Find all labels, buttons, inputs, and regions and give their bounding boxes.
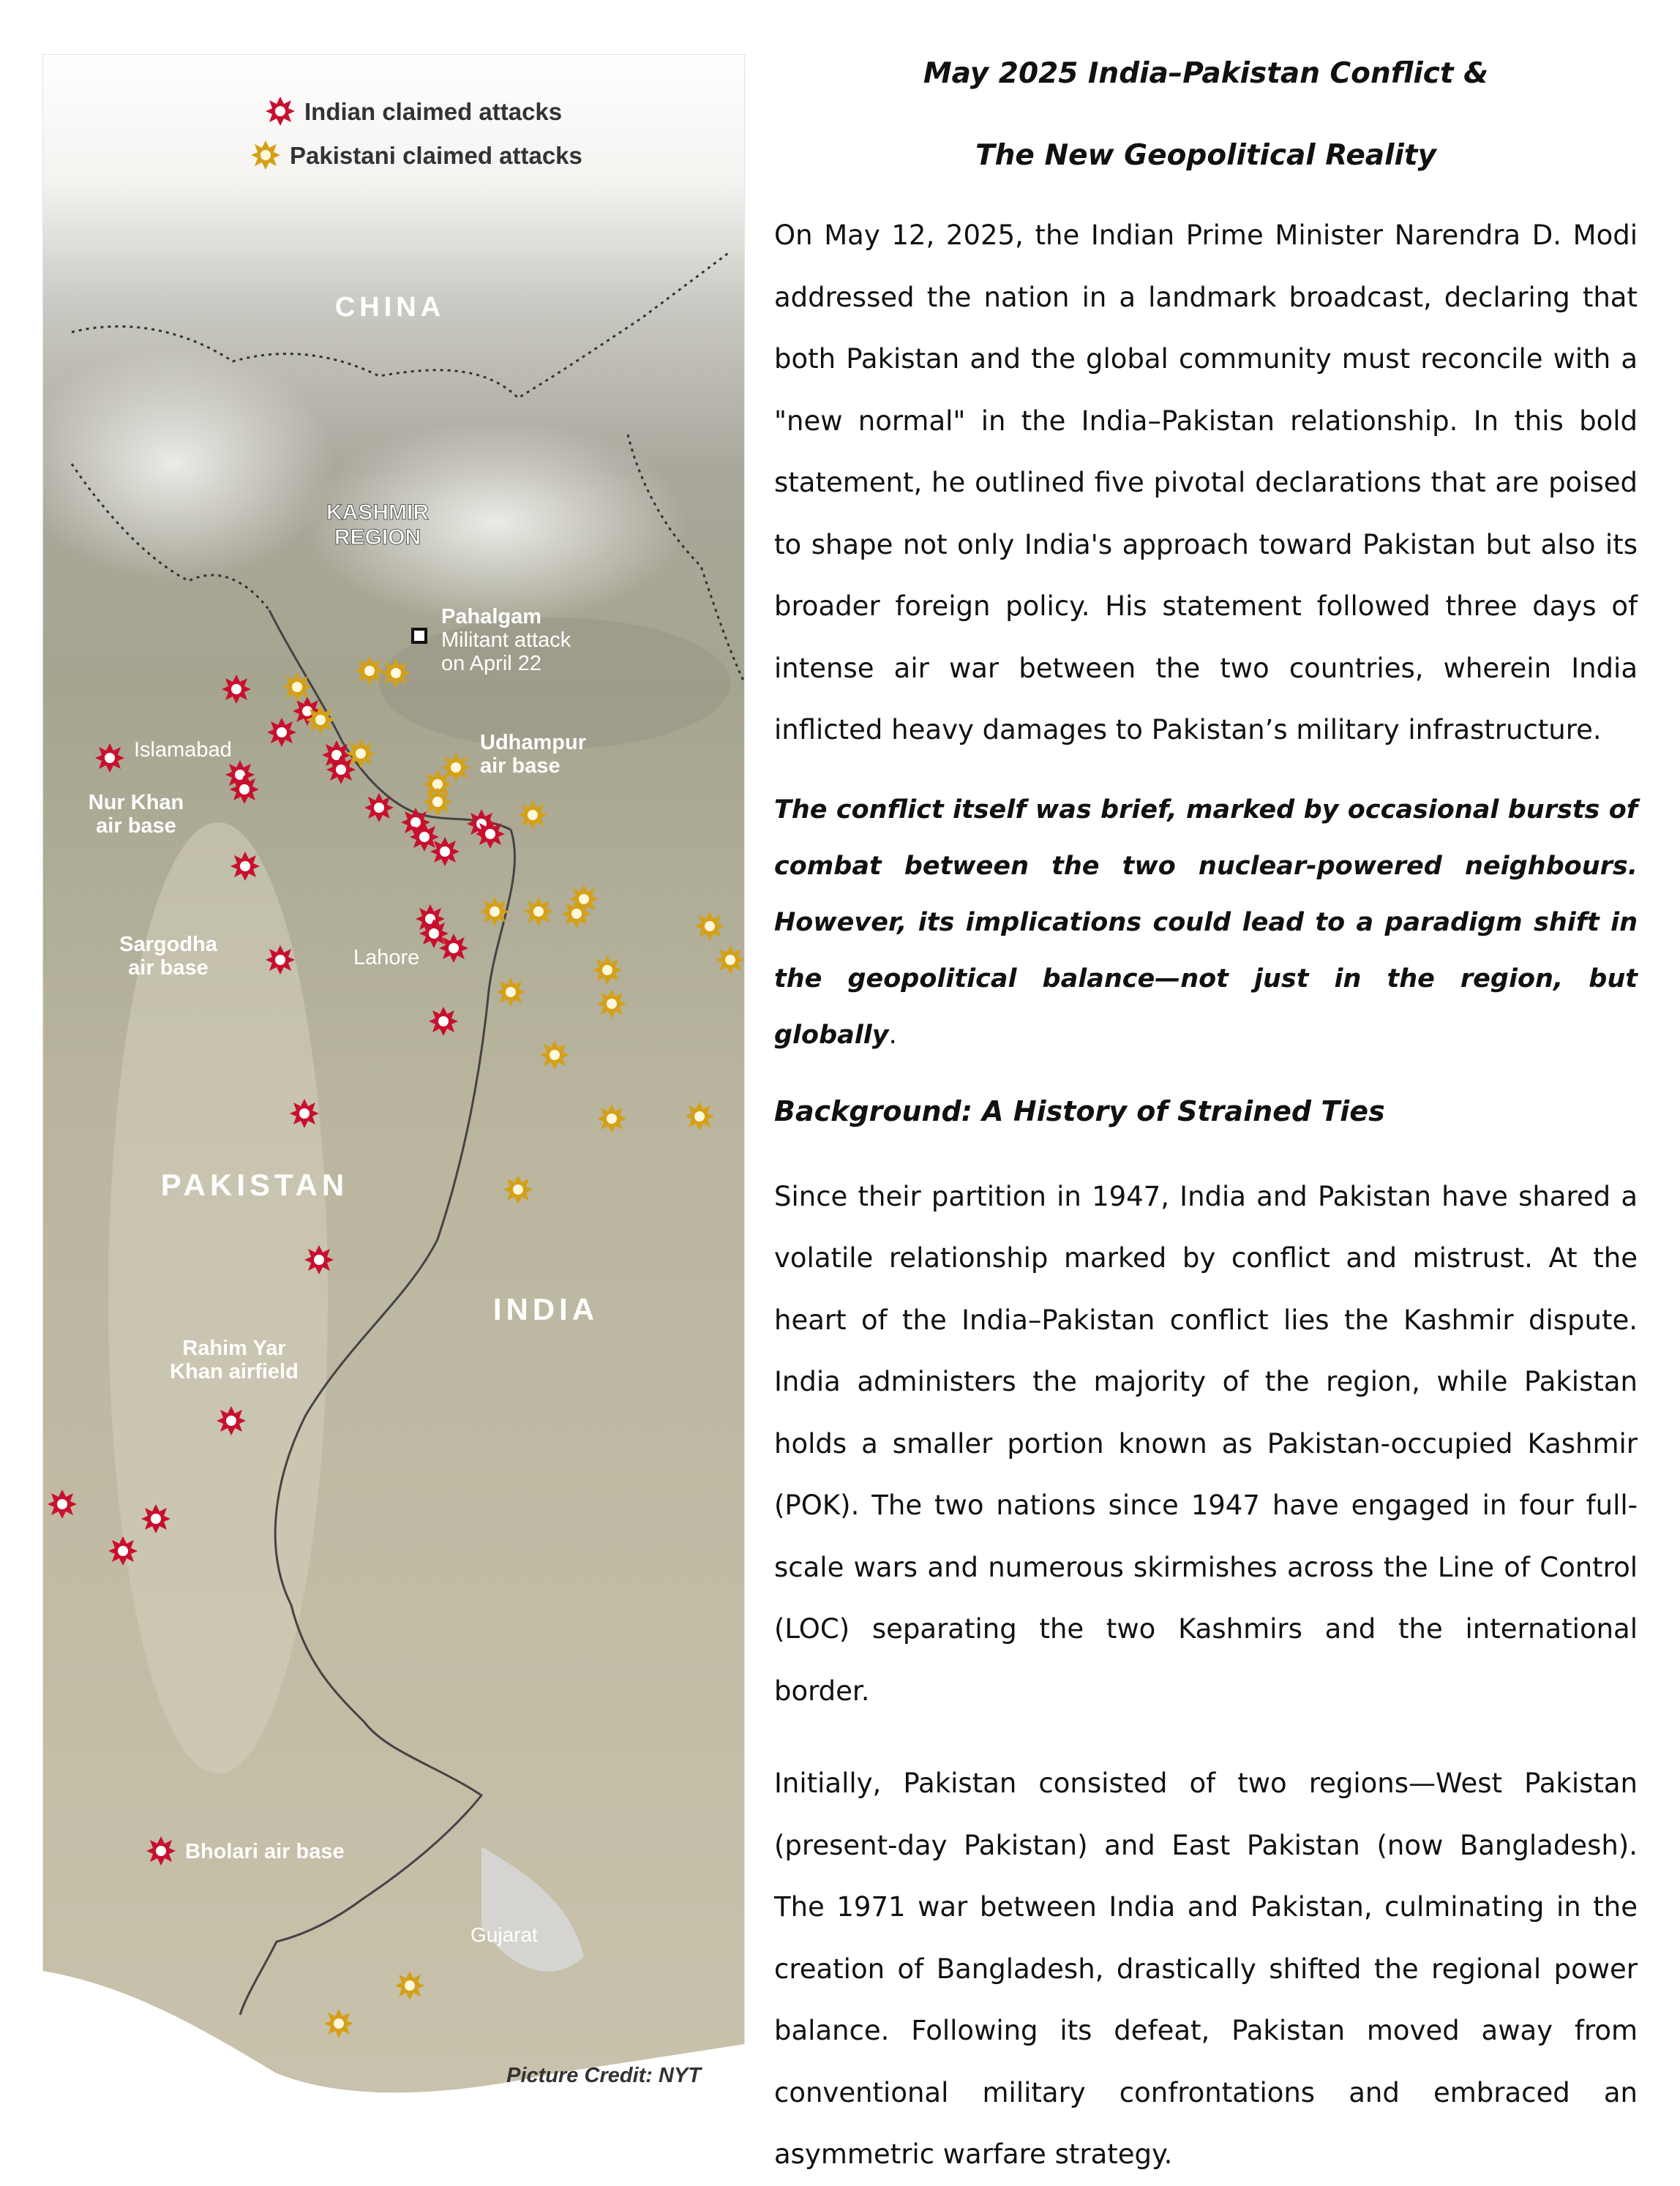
indian-attack-marker	[439, 934, 468, 963]
indian-attack-marker	[95, 743, 124, 773]
pakistani-attack-marker	[480, 897, 509, 926]
pakistani-attack-marker	[540, 1040, 569, 1070]
indian-attack-marker	[222, 675, 251, 704]
pakistani-attack-marker	[324, 2009, 353, 2038]
emphasis-period: .	[888, 1020, 897, 1050]
legend-pakistani-marker	[251, 140, 280, 170]
indian-attack-marker	[430, 837, 460, 866]
pakistani-attack-marker	[716, 945, 745, 974]
emphasis-text: The conflict itself was brief, marked by occasional bursts of combat between the two nuclear-powered neighbours. However, its implications could lead to a paradigm shift in the geopolitical balance—not just in the region, but globally	[774, 795, 1638, 1050]
legend-pakistani-label: Pakistani claimed attacks	[290, 142, 582, 169]
indian-attack-marker	[326, 755, 356, 784]
label-kashmir-line1: KASHMIR	[326, 500, 429, 525]
intro-paragraph: On May 12, 2025, the Indian Prime Minister Narendra D. Modi addressed the nation in a landmark broadcast, declaring that both Pakistan and the global community must reconcile with a "new normal" in the India–Pakistan relationship. In this bold statement, he outlined five pivotal declarations that are poised to shape not only India's approach toward Pakistan but also its broader foreign policy. His statement followed three days of intense air war between the two countries, wherein India inflicted heavy damages to Pakistan’s military infrastructure.	[774, 219, 1638, 745]
picture-credit: Picture Credit: NYT	[506, 2064, 701, 2087]
indian-attack-marker	[410, 822, 439, 852]
label-lahore: Lahore	[353, 946, 420, 969]
pakistani-attack-marker	[346, 739, 375, 768]
indian-attack-marker	[290, 1099, 319, 1128]
pakistani-attack-marker	[496, 977, 525, 1007]
background-paragraph-1: Since their partition in 1947, India and Pakistan have shared a volatile relationship marked by conflict and mistrust. At the heart of the India–Pakistan conflict lies the Kashmir dispute. India administers the majority of the region, while Pakistan holds a smaller portion known as Pakistan-occupied Kashmir (POK). The two nations since 1947 have engaged in four full-scale wars and numerous skirmishes across the Line of Control (LOC) separating the two Kashmirs and the international border.	[774, 1180, 1638, 1707]
pakistani-attack-marker	[518, 800, 547, 830]
label-sargodha-line1: Sargodha	[119, 933, 217, 956]
label-militant-line2: on April 22	[441, 652, 542, 675]
pakistani-attack-marker	[597, 989, 626, 1018]
indian-attack-marker	[476, 819, 505, 849]
label-india: INDIA	[492, 1292, 599, 1326]
pakistani-attack-marker	[685, 1102, 714, 1131]
indian-attack-marker	[108, 1536, 138, 1566]
indian-attack-marker	[419, 919, 449, 948]
label-sargodha-line2: air base	[128, 956, 209, 980]
indian-attack-marker	[217, 1406, 246, 1435]
article	[774, 51, 1638, 2186]
pakistani-attack-marker	[355, 656, 384, 686]
label-pahalgam: Pahalgam	[441, 605, 541, 628]
article-title-line1: May 2025 India–Pakistan Conflict &	[923, 57, 1489, 90]
indian-attack-marker	[266, 945, 295, 974]
indian-attack-marker	[230, 852, 260, 881]
pakistani-attack-marker	[423, 787, 452, 816]
attack-map	[42, 54, 745, 2155]
pakistani-attack-marker	[524, 897, 553, 926]
indian-attack-marker	[429, 1007, 458, 1036]
indian-attack-marker	[230, 775, 259, 804]
pakistani-attack-marker	[503, 1175, 533, 1204]
pakistani-attack-marker	[593, 955, 622, 985]
indian-attack-marker	[364, 793, 394, 822]
legend-indian-label: Indian claimed attacks	[304, 98, 563, 125]
indian-attack-marker	[141, 1504, 170, 1533]
label-pakistan: PAKISTAN	[160, 1168, 349, 1202]
background-subheading: Background: A History of Strained Ties	[774, 1094, 1385, 1127]
label-militant-line1: Militant attack	[441, 628, 571, 652]
label-china: CHINA	[334, 292, 446, 323]
pahalgam-marker	[413, 629, 426, 642]
article-title-line2: The New Geopolitical Reality	[975, 139, 1436, 172]
label-gujarat: Gujarat	[470, 1923, 538, 1946]
pakistani-attack-marker	[597, 1104, 626, 1133]
label-rahim-line2: Khan airfield	[170, 1360, 299, 1383]
pakistani-attack-marker	[562, 899, 591, 928]
indian-attack-marker	[146, 1836, 176, 1866]
pakistani-attack-marker	[695, 912, 724, 941]
label-nurkhan-line1: Nur Khan	[88, 791, 184, 814]
label-rahim-line1: Rahim Yar	[182, 1337, 286, 1360]
label-kashmir-line2: REGION	[334, 525, 421, 549]
background-paragraph-2: Initially, Pakistan consisted of two regions—West Pakistan (present-day Pakistan) and East Pakistan (now Bangladesh). The 1971 war between India and Pakistan, culminating in the creation of Bangladesh, drastically shifted the regional power balance. Following its defeat, Pakistan moved away from conventional military confrontations and embraced an asymmetric warfare strategy.	[774, 1768, 1638, 2170]
indian-attack-marker	[267, 718, 296, 747]
label-islamabad: Islamabad	[134, 738, 232, 762]
pakistani-attack-marker	[306, 705, 335, 735]
label-udhampur-line1: Udhampur	[480, 731, 586, 754]
label-nurkhan-line2: air base	[96, 814, 176, 838]
pakistani-attack-marker	[381, 658, 410, 688]
label-bholari: Bholari air base	[185, 1840, 345, 1863]
label-udhampur-line2: air base	[480, 754, 560, 778]
pakistani-attack-marker	[395, 1971, 424, 2000]
emphasis-paragraph	[774, 782, 1638, 1064]
indian-attack-marker	[48, 1490, 77, 1519]
pakistani-attack-marker	[282, 672, 312, 702]
legend-indian-marker	[266, 97, 295, 126]
indian-attack-marker	[304, 1245, 334, 1274]
